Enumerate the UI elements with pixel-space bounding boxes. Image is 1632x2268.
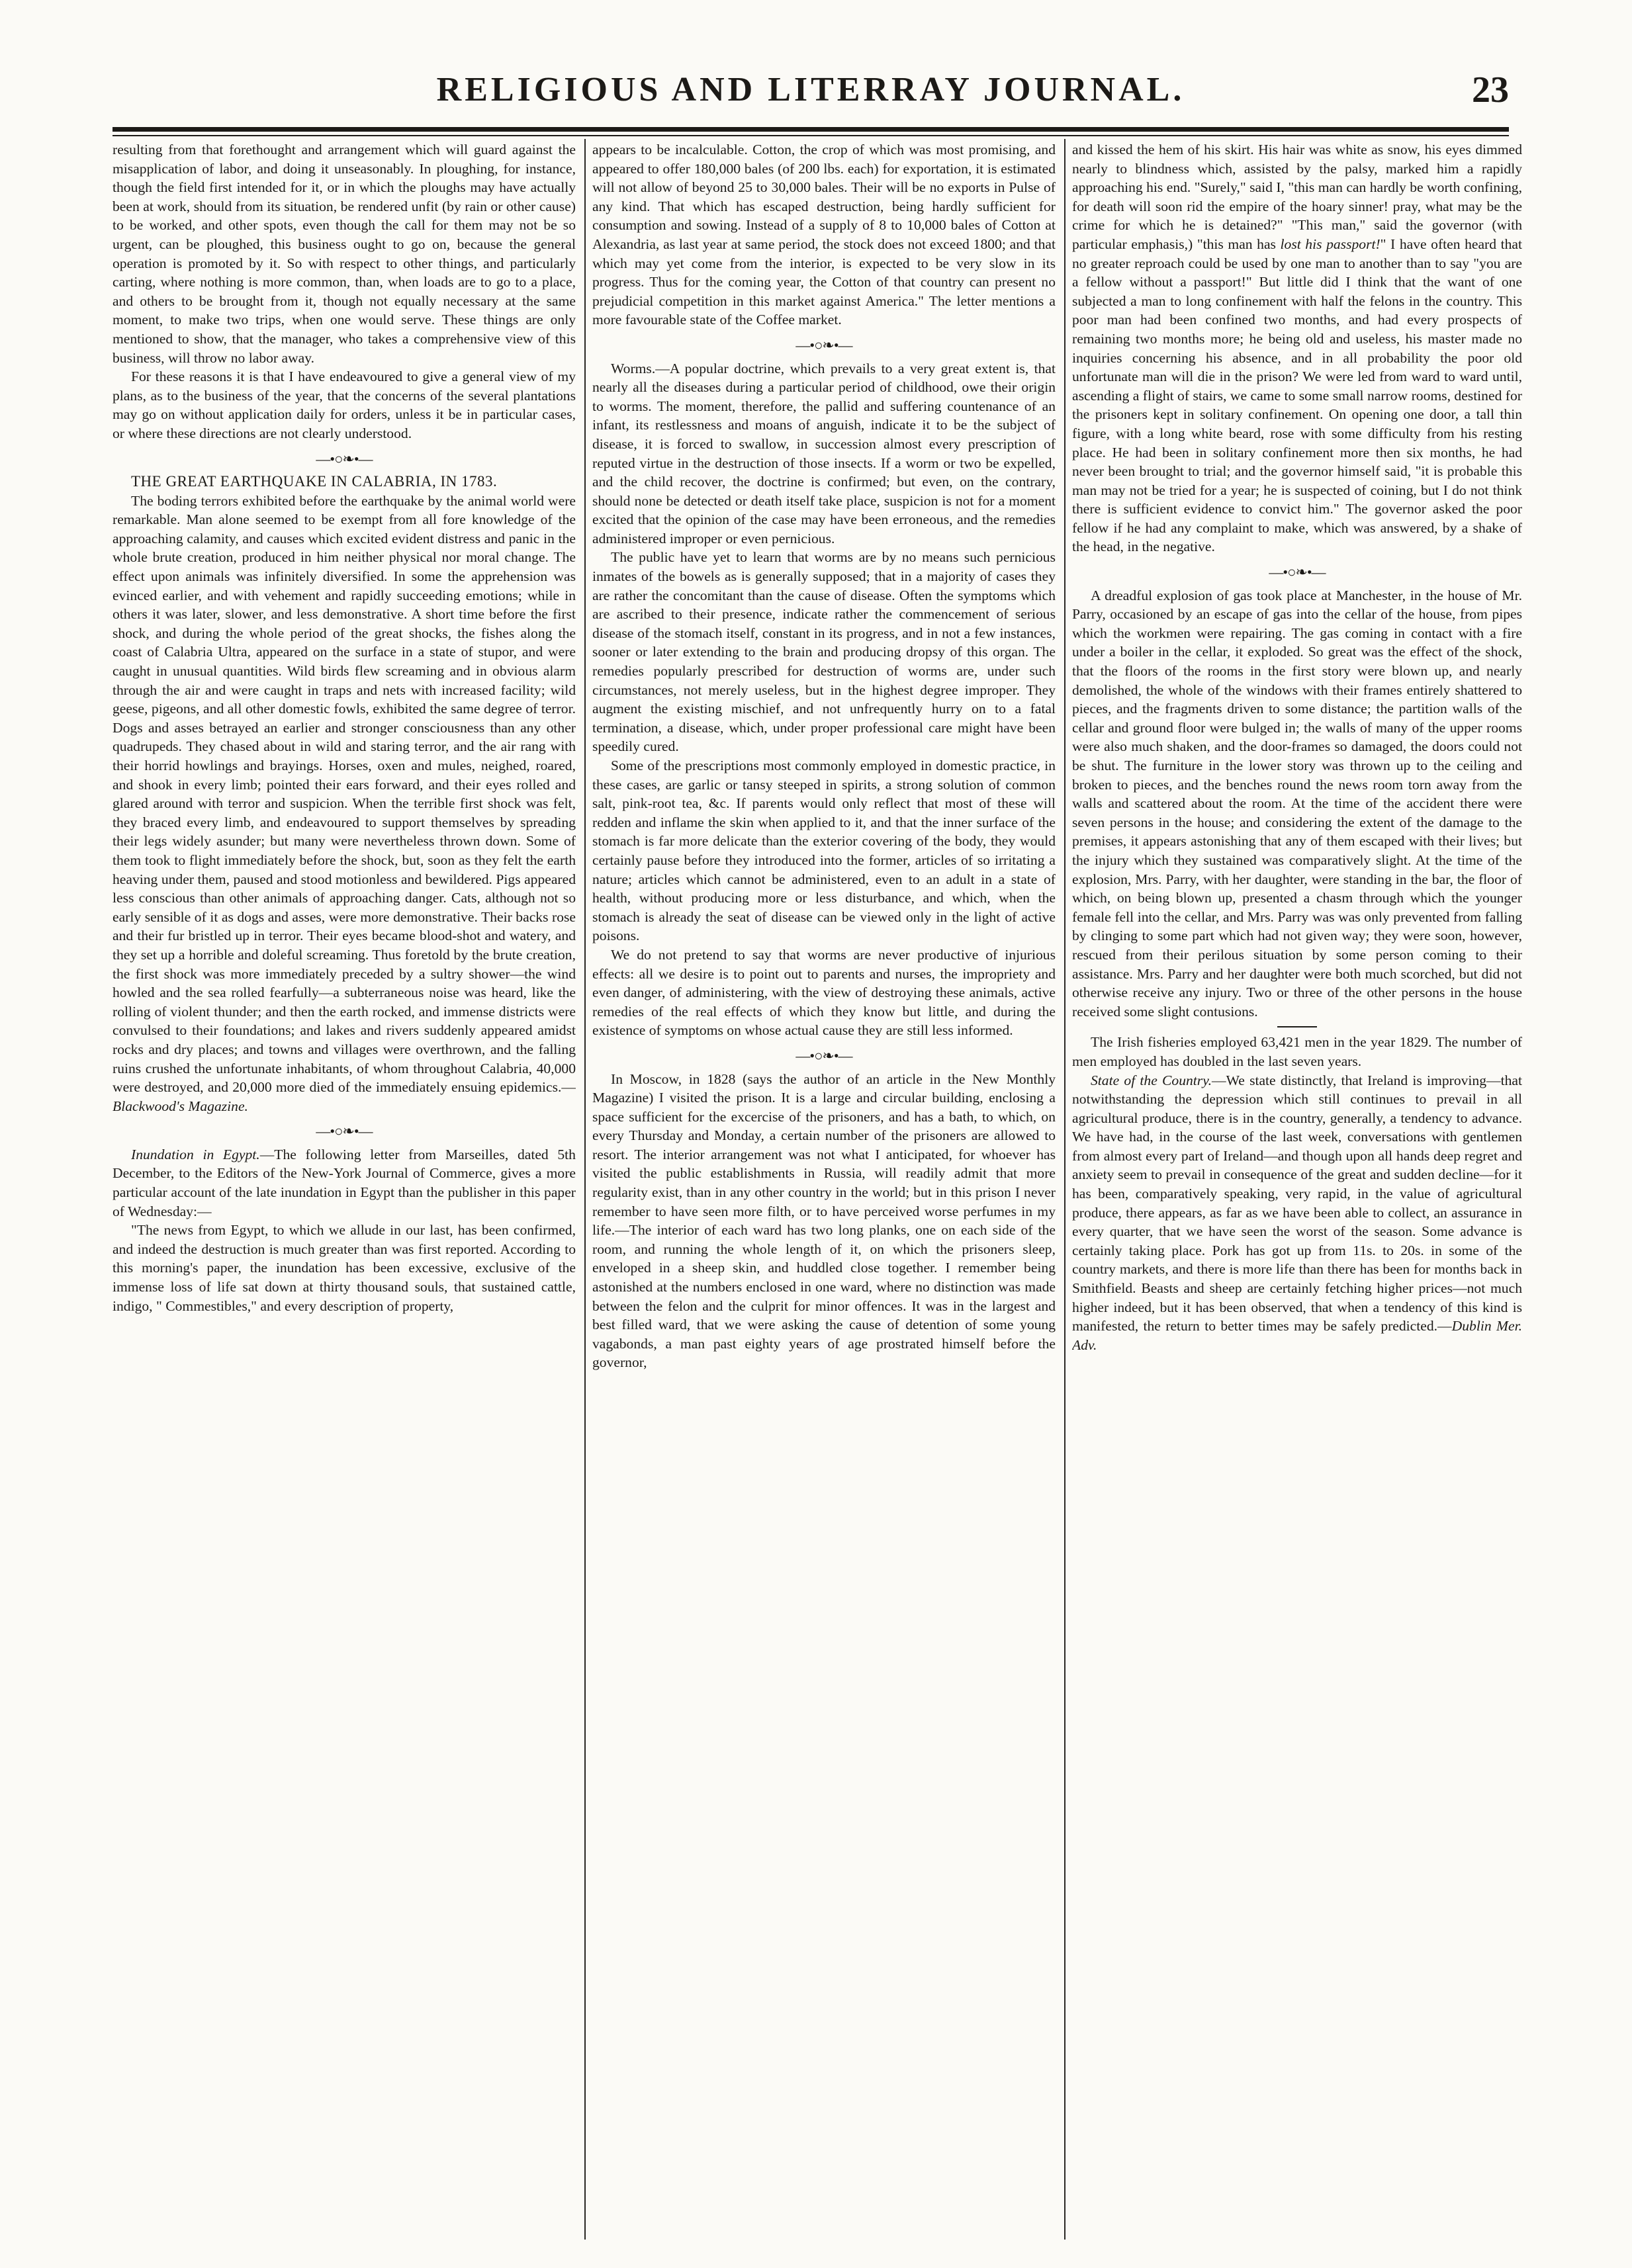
passport-phrase: lost his passport! <box>1280 236 1381 252</box>
moscow-prison-article: In Moscow, in 1828 (says the author of an article in the New Monthly Magazine) I visited the prison. It is a large and circular building, enclosing a space sufficient for the excercise of the prisoners, and has a bath, to which, on every Thursday and Monday, a certain number of the prisoners are allowed to resort. The interior arrangement was not what I anticipated, for whoever has visited the public establishments in Russia, will readily admit that more regularity exist, than in any other country in the world; but in this prison I never remember to have seen more filth, or to have perceived worse perfumes in my life.—The interior of each ward has two long planks, one on each side of the room, and running the whole length of it, on which the prisoners sleep, enveloped in a sheep skin, and huddled close together. I remember being astonished at the numbers enclosed in one ward, where no distinction was made between the felon and the culprit for minor offences. It was in the largest and best filled ward, that we were asking the cause of detention of some young vagabonds, a man past eighty years of age prostrated himself before the governor, <box>592 1070 1056 1371</box>
worms-runin-title: Worms. <box>611 360 656 376</box>
column-2 <box>592 140 1056 2238</box>
ornament-separator: —•○❧•— <box>795 1047 852 1064</box>
page-number: 23 <box>1472 69 1509 110</box>
egypt-runin-title: Inundation in Egypt. <box>131 1146 260 1162</box>
paragraph-farm-reasons: For these reasons it is that I have endeavoured to give a general view of my plans, as to the business of the year, that the concerns of the several plantations may go on without application daily for orders, unless it be in particular cases, or where these directions are not clearly understood. <box>113 369 576 441</box>
short-rule <box>1277 1026 1317 1027</box>
egypt-intro: —The following letter from Marseilles, dated 5th December, to the Editors of the New-York Journal of Commerce, gives a more particular account of the late inundation in Egypt than the publisher in this paper of Wednesday:— <box>113 1146 576 1219</box>
moscow-text-rest: " I have often heard that no greater reproach could be used by one man to another than to say "you are a fellow without a passport!" But little did I think that the want of one subjected a man to long confinement with half the felons in the country. This poor man had been confined two months, and had every prospects of remaining two months more; he being old and useless, his master made no inquiries concerning his absence, and in all probability the poor old unfortunate man will die in the prison? We were led from ward to ward until, ascending a flight of stairs, we came to some small narrow rooms, destined for the prisoners kept in solitary confinement. On opening one door, a tall thin figure, with a long white beard, rose with some difficulty from his resting place. He had been in solitary confinement more then six months, he had never been brought to trial; and the governor himself said, "it is probable this man may not be tried for a year; he is suspected of coining, but I do not think there is sufficient evidence to convict him." The governor asked the poor fellow if he had any complaint to make, which was answered, by a shake of the head, in the negative. <box>1072 236 1522 555</box>
moscow-continued <box>1072 140 1522 556</box>
paragraph-farm-continued: resulting from that forethought and arrangement which will guard against the misapplication of labor, and doing it unseasonably. In ploughing, for instance, though the field first intended for it, or in which the ploughs may have actually been at work, should from its situation, be rendered unfit (by rain or other cause) to be worked, and other spots, even though the call for them may not be so urgent, can be ploughed, this business ought to go on, because the general operation is promoted by it. So with respect to other things, and particularly carting, where nothing is more common, than, when loads are to go to a place, and others to be brought from it, though not equally necessary at the same moment, to make two trips, when one would serve. These things are only mentioned to show, that the manager, who takes a comprehensive view of this business, will throw no labor away. <box>113 142 576 366</box>
worms-intro: —A popular doctrine, which prevails to a very great extent is, that nearly all the diseases during a particular period of childhood, owe their origin to worms. The moment, therefore, the pallid and suffering countenance of an infant, its restlessness and moans of anguish, indicate it to be the subject of disease, it is forced to swallow, in succession almost every prescription of reputed virtue in the destruction of those insects. If a worm or two be expelled, and the child recover, the doctrine is confirmed; but even, on the contrary, should none be detected or death itself take place, suspicion is not for a moment excited that the opinion of the case may have been erroneous, and the remedies administered improper or even pernicious. <box>592 360 1056 546</box>
worms-paragraph-4: We do not pretend to say that worms are never productive of injurious effects: all we desire is to point out to parents and nurses, the impropriety and even danger, of administering, with the view of destroying these animals, active remedies of the real effects of which they know but little, and during the existence of symptoms on whose actual cause they are still less informed. <box>592 946 1056 1039</box>
journal-title: RELIGIOUS AND LITERRAY JOURNAL. <box>436 71 1185 109</box>
state-runin-title: State of the Country. <box>1091 1072 1212 1088</box>
ornament-separator: —•○❧•— <box>795 336 852 353</box>
irish-fisheries-item: The Irish fisheries employed 63,421 men in the year 1829. The number of men employed has doubled in the last seven years. <box>1072 1034 1522 1069</box>
gas-explosion-article: A dreadful explosion of gas took place at Manchester, in the house of Mr. Parry, occasioned by an escape of gas into the cellar of the house, from pipes which the workmen were repairing. The gas coming in contact with a fire under a boiler in the cellar, it exploded. So great was the effect of the shock, that the floors of the rooms in the first story were blown up, and nearly demolished, the whole of the windows with their frames entirely shattered to pieces, and the fragments driven to some distance; the partition walls of the cellar and ground floor were bulged in; the walls of many of the upper rooms were also much shaken, and the door-frames so damaged, the doors could not be shut. The furniture in the lower story was thrown up to the ceiling and broken to pieces, and the benches round the news room torn away from the walls and scattered about the room. At the time of the accident there were seven persons in the house; and considering the extent of the damage to the premises, it appears astonishing that any of them escaped with their lives; but the injury which they sustained was comparatively slight. At the time of the explosion, Mrs. Parry, with her daughter, were standing in the bar, the floor of which, on being blown up, presented a chasm through which the younger female fell into the cellar, and Mrs. Parry was was only prevented from falling by clinging to some part which had not given way; they were soon, however, rescued from their perilous situation by some person coming to their assistance. Mrs. Parry and her daughter were both much scorched, but did not otherwise receive any injury. Two or three of the other persons in the house received some slight contusions. <box>1072 587 1522 1020</box>
egypt-article <box>113 1145 576 1221</box>
earthquake-article <box>113 492 576 1116</box>
state-body: —We state distinctly, that Ireland is improving—that notwithstanding the depression which still continues to prevail in all agricultural produce, there is in the country, generally, a tendency to advance. We have had, in the course of the last week, conversations with gentlemen from almost every part of Ireland—and though upon all hands deep regret and anxiety seem to prevail in consequence of the great and sudden decline—for it has been, comparatively speaking, very rapid, in the value of agricultural produce, there appears, as far as we have been able to collect, an assurance in every quarter, that we have seen the worst of the season. Some advance is certainly taking place. Pork has got up from 11s. to 20s. in some of the country markets, and there is more life than there has been for months back in Smithfield. Beasts and sheep are certainly fetching higher prices—not much higher indeed, but it has been observed, that when a tendency of this kind is manifested, the return to better times may be safely predicted.— <box>1072 1072 1522 1334</box>
worms-paragraph-3: Some of the prescriptions most commonly employed in domestic practice, in these cases, are garlic or tansy steeped in spirits, a strong solution of common salt, pink-root tea, &c. If parents would only reflect that most of these will redden and inflame the skin when applied to it, and that the inner surface of the stomach is far more delicate than the exterior covering of the body, they would certainly pause before they introduced into the former, articles of so irritating a nature; articles which cannot be administered, even to an adult in a state of health, without producing more or less disturbance, and which, when the stomach is already the seat of disease can be viewed only in the light of active poisons. <box>592 758 1056 944</box>
worms-article <box>592 359 1056 548</box>
egypt-continued: appears to be incalculable. Cotton, the crop of which was most promising, and appeared to offer 180,000 bales (of 200 lbs. each) for exportation, it is estimated will not allow of beyond 25 to 30,000 bales. Their will be no exports in Pulse of any kind. That which has escaped destruction, being hardly sufficient for consumption and sowing. Instead of a supply of 8 to 10,000 bales of Cotton at Alexandria, as last year at same period, the stock does not exceed 1800; and that which may yet come from the interior, is expected to be very slow in its progress. Thus for the coming year, the Cotton of that country can present no prejudicial competition in this market against America." The letter mentions a more favourable state of the Coffee market. <box>592 142 1056 328</box>
ornament-separator: —•○❧•— <box>316 1123 373 1140</box>
column-3 <box>1072 140 1522 2238</box>
header-rule-thick <box>113 127 1509 132</box>
header-rule-thin <box>113 135 1509 136</box>
ornament-separator: —•○❧•— <box>1269 564 1326 581</box>
egypt-letter: "The news from Egypt, to which we allude in our last, has been confirmed, and indeed the destruction is much greater than was first reported. According to this morning's paper, the inundation has been excessive, exclusive of the immense loss of life sat down at thirty thousand souls, that sustained cattle, indigo, " Commestibles," and every description of property, <box>113 1222 576 1314</box>
ornament-separator: —•○❧•— <box>316 450 373 467</box>
column-divider-1 <box>584 139 586 2240</box>
column-1 <box>113 140 576 2238</box>
worms-paragraph-2: The public have yet to learn that worms are by no means such pernicious inmates of the bowels as is generally supposed; that in a majority of cases they are rather the concomitant than the cause of disease. Often the symptoms which are ascribed to their presence, indicate rather the commencement of serious disease of the stomach itself, constant in its progress, and in not a few instances, sooner or later extending to the brain and producing dropsy of this organ. The remedies popularly prescribed for destruction of worms are, under such circumstances, not merely useless, but in the highest degree improper. They augment the existing mischief, and not unfrequently hurry on to a fatal termination, a disease, which, under proper professional care might have been speedily cured. <box>592 549 1056 755</box>
state-credit: Dublin Mer. Adv. <box>1072 1318 1522 1353</box>
page-header <box>113 64 1509 136</box>
moscow-text: and kissed the hem of his skirt. His hair was white as snow, his eyes dimmed nearly to blindness which, assisted by the palsy, marked him a rapidly approaching his end. "Surely," said I, "this man can hardly be worth confining, for death will soon rid the empire of the hoary sinner! pray, what may be the crime for which he is detained?" "This man," said the governor (with particular emphasis,) "this man has <box>1072 142 1522 252</box>
column-divider-2 <box>1064 139 1065 2240</box>
earthquake-body: The boding terrors exhibited before the earthquake by the animal world were remarkable. Man alone seemed to be exempt from all fore knowledge of the approaching calamity, and causes which excited evident distress and panic in the whole brute creation, produced in him neither physical nor moral change. The effect upon animals was infinitely diversified. In some the apprehension was evinced earlier, and with vehement and rapidly succeeding emotions; while in others it was later, slower, and less demonstrative. A short time before the first shock, and during the whole period of the great shocks, the fishes along the coast of Calabria Ultra, appeared on the surface in a state of stupor, and were caught in unusual quantities. Wild birds flew screaming and in obvious alarm through the air and were caught in traps and nets with increased facility; wild geese, pigeons, and all other domestic fowls, exhibited the same degree of terror. Dogs and asses betrayed an earlier and stronger consciousness than any other quadrupeds. They chased about in wild and staring terror, and the air rang with their horrid howlings and brayings. Horses, oxen and mules, neighed, roared, and shook in every limb; pointed their ears forward, and their eyes rolled and glared around with terror and suspicion. When the terrible first shock was felt, they braced every limb, and endeavoured to support themselves by spreading their legs widely asunder; but many were nevertheless thrown down. Some of them took to flight immediately before the shock, but, soon as they felt the earth heaving under them, paused and stood motionless and bewildered. Pigs appeared less conscious than other animals of approaching danger. Cats, although not so early sensible of it as dogs and asses, were more demonstrative. Their backs rose and their fur bristled up in terror. Their eyes became blood-shot and watery, and they set up a horrible and doleful screaming. Thus foretold by the brute creation, the first shock was more immediately preceded by a sultry shower—the wind howled and the sea rolled fearfully—a subterraneous noise was heard, like the rolling of violent thunder; and then the earth rocked, and immense districts were convulsed to their foundations; and lakes and rivers suddenly appeared amidst rocks and dry places; and towns and villages were overthrown, and the falling ruins crushed the unfortunate inhabitants, of whom throughout Calabria, 40,000 were destroyed, and 20,000 more died of the immediately ensuing epidemics.— <box>113 492 576 1096</box>
earthquake-headline: THE GREAT EARTHQUAKE IN CALABRIA, IN 1783. <box>131 473 498 490</box>
earthquake-credit: Blackwood's Magazine. <box>113 1098 248 1114</box>
state-of-country-article <box>1072 1071 1522 1355</box>
